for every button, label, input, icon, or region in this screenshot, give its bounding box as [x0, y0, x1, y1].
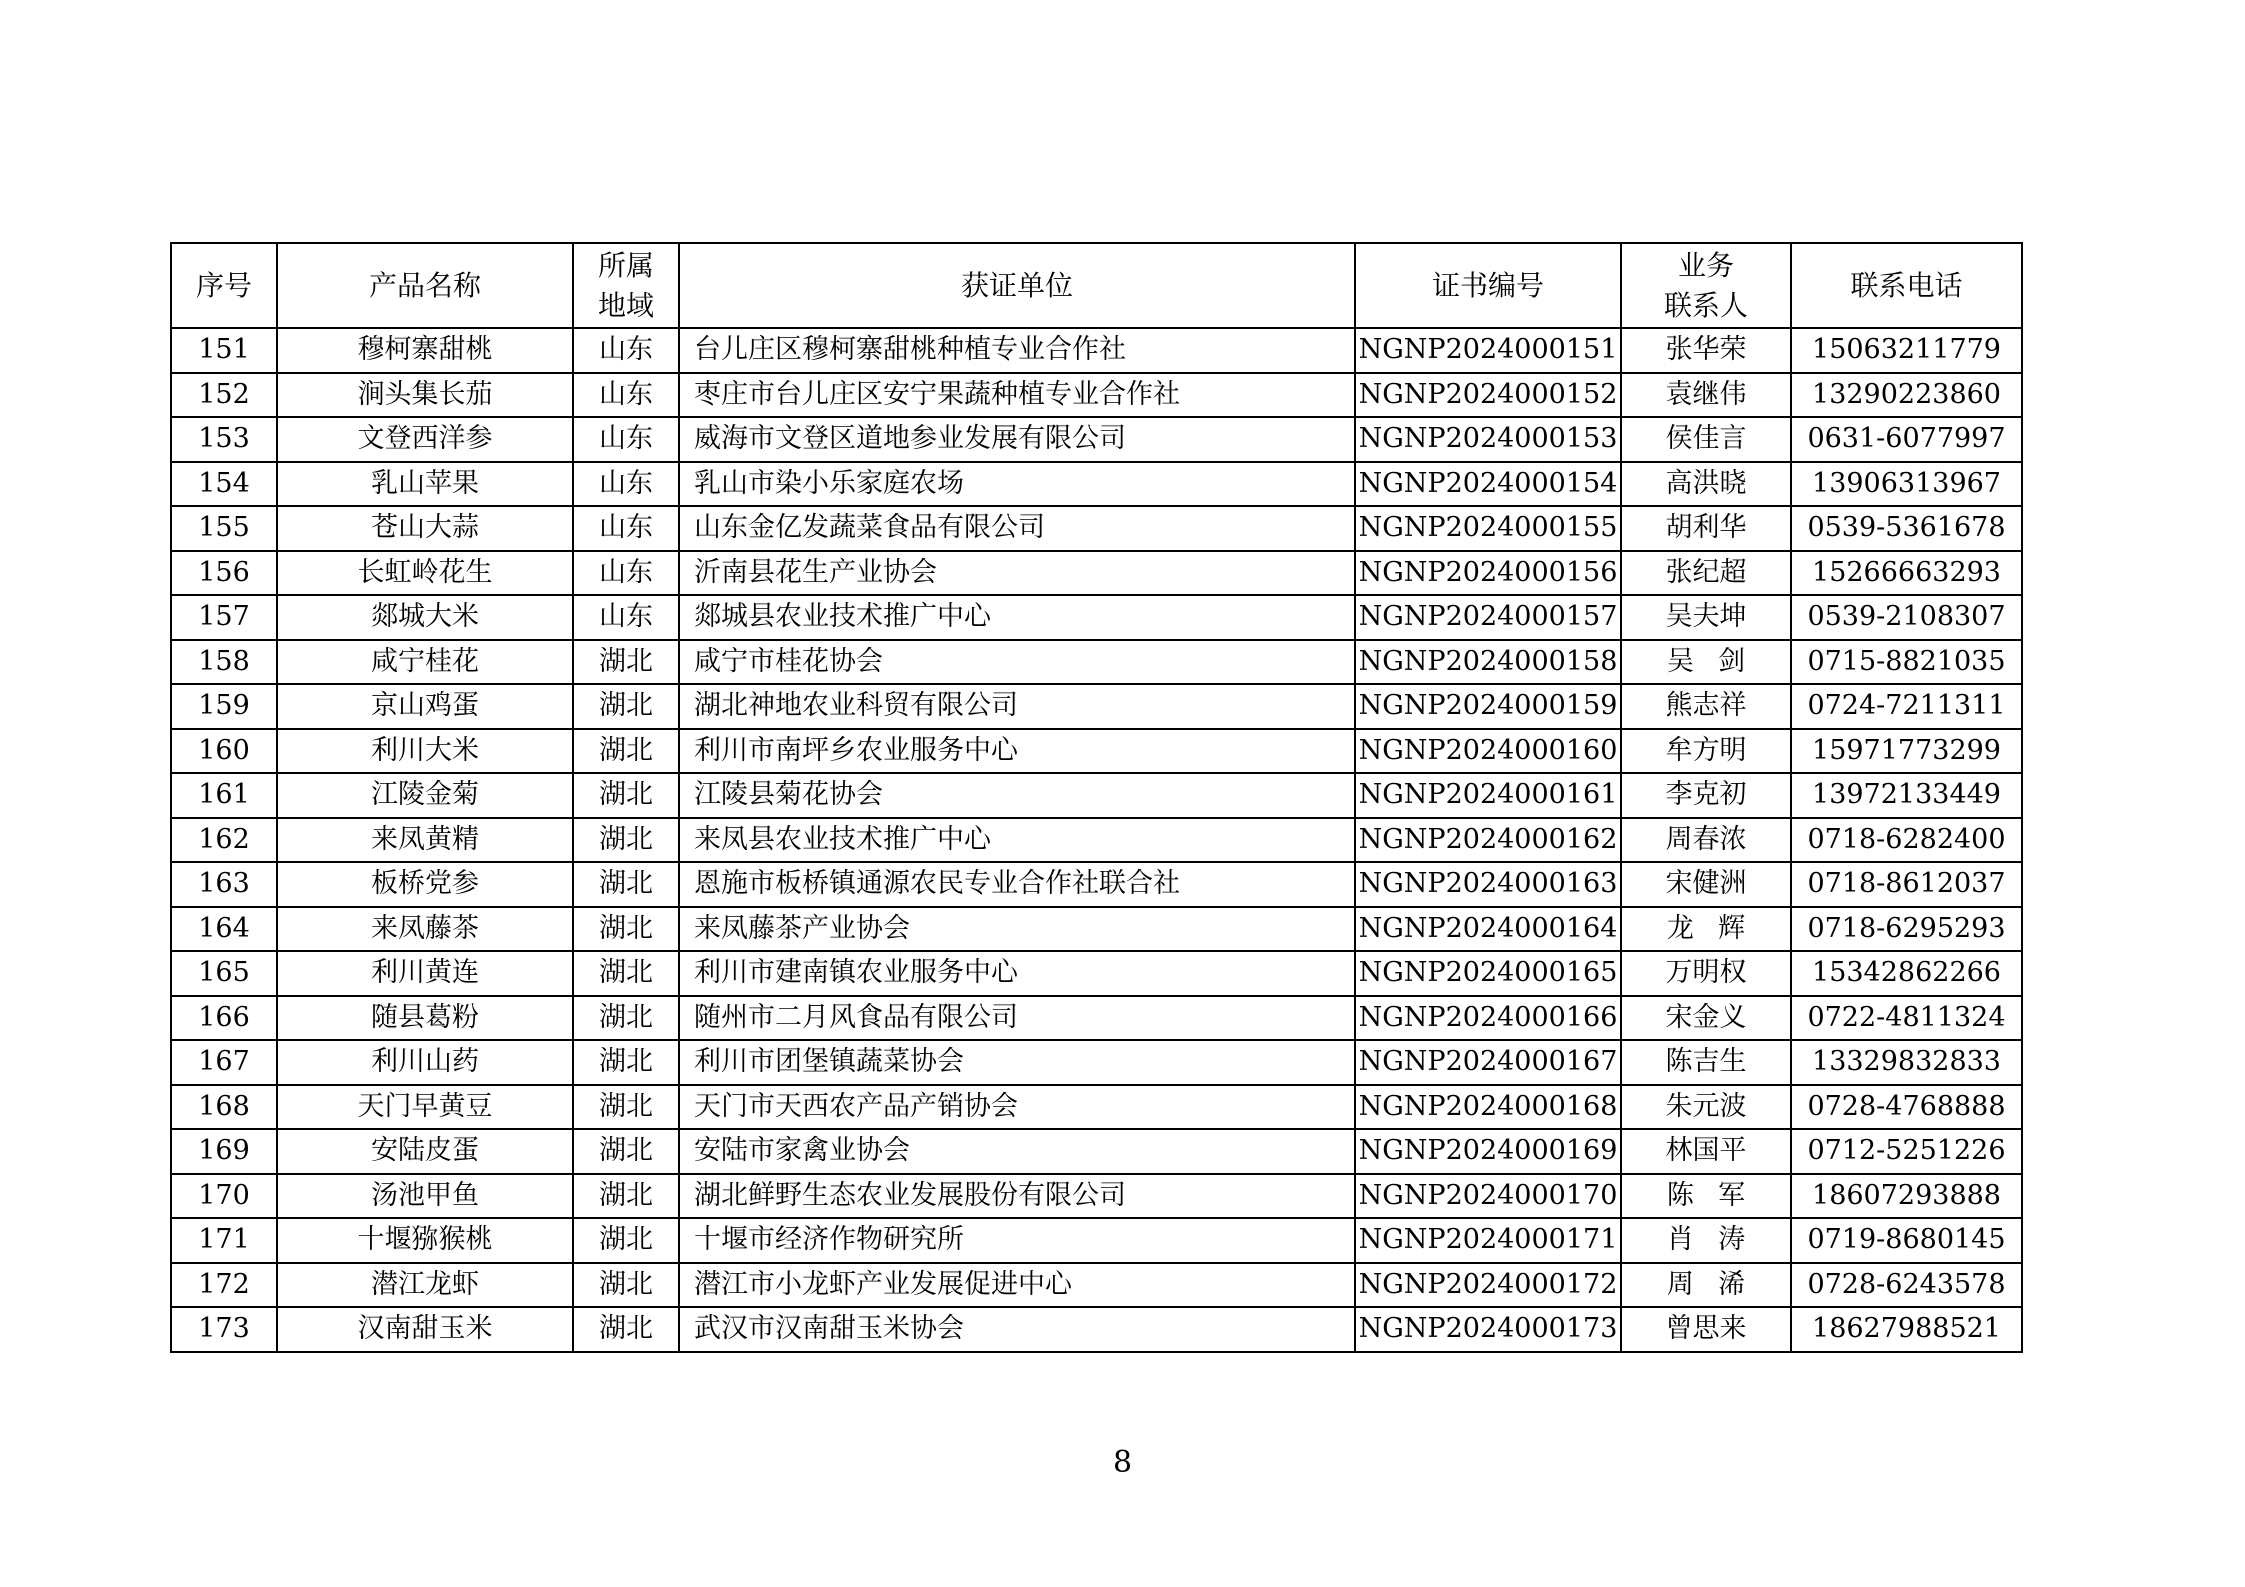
cell-certificate-no: NGNP2024000172 — [1355, 1263, 1621, 1308]
cell-contact — [1621, 862, 1791, 907]
table-row — [171, 907, 2022, 952]
cell-phone: 0718-6282400 — [1791, 818, 2022, 863]
cell-product-name: 京山鸡蛋 — [277, 684, 573, 729]
cell-region: 湖北 — [573, 1174, 679, 1219]
cell-region: 湖北 — [573, 996, 679, 1041]
cell-region: 湖北 — [573, 1085, 679, 1130]
cell-product-name: 文登西洋参 — [277, 417, 573, 462]
page-number: 8 — [1112, 1445, 1133, 1480]
cell-region: 湖北 — [573, 729, 679, 774]
cell-region: 湖北 — [573, 640, 679, 685]
contact-name: 吴夫坤 — [1665, 601, 1747, 633]
cell-index: 173 — [171, 1307, 277, 1352]
table-row — [171, 1307, 2022, 1352]
table-row — [171, 862, 2022, 907]
cell-certified-unit: 武汉市汉南甜玉米协会 — [679, 1307, 1355, 1352]
cell-phone: 15063211779 — [1791, 328, 2022, 373]
table-row — [171, 595, 2022, 640]
cell-certificate-no: NGNP2024000161 — [1355, 773, 1621, 818]
header-contact-line2: 联系人 — [1663, 288, 1748, 322]
cell-certificate-no: NGNP2024000159 — [1355, 684, 1621, 729]
cell-contact — [1621, 818, 1791, 863]
contact-name: 肖涛 — [1666, 1224, 1770, 1256]
cell-index: 158 — [171, 640, 277, 685]
cell-certificate-no: NGNP2024000169 — [1355, 1129, 1621, 1174]
cell-region: 山东 — [573, 328, 679, 373]
table-row — [171, 729, 2022, 774]
table-row — [171, 417, 2022, 462]
cell-region: 湖北 — [573, 1129, 679, 1174]
cell-contact — [1621, 462, 1791, 507]
cell-contact — [1621, 417, 1791, 462]
contact-name: 胡利华 — [1665, 512, 1747, 544]
header-certified-unit: 获证单位 — [679, 243, 1355, 328]
cell-certificate-no: NGNP2024000151 — [1355, 328, 1621, 373]
cell-certified-unit: 利川市南坪乡农业服务中心 — [679, 729, 1355, 774]
cell-certified-unit: 潜江市小龙虾产业发展促进中心 — [679, 1263, 1355, 1308]
table-row — [171, 373, 2022, 418]
cell-contact — [1621, 729, 1791, 774]
cell-region: 山东 — [573, 551, 679, 596]
cell-product-name: 汤池甲鱼 — [277, 1174, 573, 1219]
table-row — [171, 1129, 2022, 1174]
contact-name: 陈吉生 — [1665, 1046, 1747, 1078]
cell-phone: 0539-5361678 — [1791, 506, 2022, 551]
contact-name: 林国平 — [1665, 1135, 1747, 1167]
table-row — [171, 462, 2022, 507]
cell-certified-unit: 威海市文登区道地参业发展有限公司 — [679, 417, 1355, 462]
cell-region: 湖北 — [573, 1040, 679, 1085]
cell-phone: 0718-6295293 — [1791, 907, 2022, 952]
cell-region: 湖北 — [573, 684, 679, 729]
header-region-line1: 所属 — [597, 248, 654, 282]
contact-name: 周浠 — [1666, 1268, 1770, 1300]
cell-index: 161 — [171, 773, 277, 818]
cell-region: 湖北 — [573, 1218, 679, 1263]
table-row — [171, 640, 2022, 685]
cell-region: 山东 — [573, 417, 679, 462]
cell-contact — [1621, 1040, 1791, 1085]
cell-contact — [1621, 1174, 1791, 1219]
cell-phone: 13906313967 — [1791, 462, 2022, 507]
cell-product-name: 利川黄连 — [277, 951, 573, 996]
contact-name: 袁继伟 — [1665, 378, 1747, 410]
contact-name: 吴剑 — [1666, 645, 1770, 677]
contact-name: 侯佳言 — [1665, 423, 1747, 455]
cell-certified-unit: 来凤县农业技术推广中心 — [679, 818, 1355, 863]
cell-certified-unit: 沂南县花生产业协会 — [679, 551, 1355, 596]
cell-certified-unit: 郯城县农业技术推广中心 — [679, 595, 1355, 640]
cell-contact — [1621, 1218, 1791, 1263]
cell-phone: 13329832833 — [1791, 1040, 2022, 1085]
table-row — [171, 506, 2022, 551]
table-row — [171, 996, 2022, 1041]
header-phone: 联系电话 — [1791, 243, 2022, 328]
cell-phone: 0724-7211311 — [1791, 684, 2022, 729]
cell-index: 171 — [171, 1218, 277, 1263]
cell-product-name: 苍山大蒜 — [277, 506, 573, 551]
contact-name: 宋健洲 — [1665, 868, 1747, 900]
cell-contact — [1621, 506, 1791, 551]
cell-product-name: 来凤藤茶 — [277, 907, 573, 952]
header-certificate-no: 证书编号 — [1355, 243, 1621, 328]
cell-region: 山东 — [573, 373, 679, 418]
cell-phone: 15342862266 — [1791, 951, 2022, 996]
cell-product-name: 随县葛粉 — [277, 996, 573, 1041]
cell-product-name: 板桥党参 — [277, 862, 573, 907]
cell-certified-unit: 恩施市板桥镇通源农民专业合作社联合社 — [679, 862, 1355, 907]
table-row — [171, 951, 2022, 996]
cell-phone: 0728-4768888 — [1791, 1085, 2022, 1130]
cell-product-name: 十堰猕猴桃 — [277, 1218, 573, 1263]
cell-index: 151 — [171, 328, 277, 373]
contact-name: 陈军 — [1666, 1179, 1770, 1211]
contact-name: 李克初 — [1665, 779, 1747, 811]
contact-name: 万明权 — [1665, 957, 1747, 989]
cell-index: 160 — [171, 729, 277, 774]
contact-name: 朱元波 — [1665, 1090, 1747, 1122]
header-product-name: 产品名称 — [277, 243, 573, 328]
cell-product-name: 乳山苹果 — [277, 462, 573, 507]
contact-name: 高洪晓 — [1665, 467, 1747, 499]
cell-index: 163 — [171, 862, 277, 907]
cell-certificate-no: NGNP2024000167 — [1355, 1040, 1621, 1085]
cell-index: 157 — [171, 595, 277, 640]
cell-phone: 0728-6243578 — [1791, 1263, 2022, 1308]
cell-product-name: 汉南甜玉米 — [277, 1307, 573, 1352]
cell-product-name: 涧头集长茄 — [277, 373, 573, 418]
cell-certified-unit: 天门市天西农产品产销协会 — [679, 1085, 1355, 1130]
header-index: 序号 — [171, 243, 277, 328]
cell-product-name: 来凤黄精 — [277, 818, 573, 863]
table-row — [171, 328, 2022, 373]
header-region — [573, 243, 679, 328]
cell-product-name: 利川大米 — [277, 729, 573, 774]
table-row — [171, 818, 2022, 863]
cell-phone: 18627988521 — [1791, 1307, 2022, 1352]
table-row — [171, 551, 2022, 596]
cell-product-name: 安陆皮蛋 — [277, 1129, 573, 1174]
cell-phone: 15971773299 — [1791, 729, 2022, 774]
cell-certificate-no: NGNP2024000157 — [1355, 595, 1621, 640]
cell-certificate-no: NGNP2024000168 — [1355, 1085, 1621, 1130]
cell-certified-unit: 咸宁市桂花协会 — [679, 640, 1355, 685]
cell-certificate-no: NGNP2024000154 — [1355, 462, 1621, 507]
cell-index: 162 — [171, 818, 277, 863]
cell-certified-unit: 十堰市经济作物研究所 — [679, 1218, 1355, 1263]
cell-contact — [1621, 951, 1791, 996]
cell-phone: 0631-6077997 — [1791, 417, 2022, 462]
cell-certified-unit: 湖北神地农业科贸有限公司 — [679, 684, 1355, 729]
cell-certified-unit: 乳山市染小乐家庭农场 — [679, 462, 1355, 507]
cell-certified-unit: 安陆市家禽业协会 — [679, 1129, 1355, 1174]
cell-phone: 0719-8680145 — [1791, 1218, 2022, 1263]
cell-contact — [1621, 595, 1791, 640]
cell-product-name: 长虹岭花生 — [277, 551, 573, 596]
table-row — [171, 1085, 2022, 1130]
header-region-line2: 地域 — [597, 288, 654, 322]
cell-phone: 13972133449 — [1791, 773, 2022, 818]
cell-certificate-no: NGNP2024000156 — [1355, 551, 1621, 596]
cell-certified-unit: 江陵县菊花协会 — [679, 773, 1355, 818]
cell-index: 167 — [171, 1040, 277, 1085]
cell-certified-unit: 利川市团堡镇蔬菜协会 — [679, 1040, 1355, 1085]
cell-product-name: 穆柯寨甜桃 — [277, 328, 573, 373]
header-row — [171, 243, 2022, 328]
cell-region: 湖北 — [573, 907, 679, 952]
contact-name: 熊志祥 — [1665, 690, 1747, 722]
contact-name: 龙辉 — [1666, 912, 1770, 944]
cell-index: 156 — [171, 551, 277, 596]
cell-contact — [1621, 1129, 1791, 1174]
certification-table — [170, 242, 2023, 1353]
cell-index: 152 — [171, 373, 277, 418]
cell-index: 154 — [171, 462, 277, 507]
cell-certified-unit: 湖北鲜野生态农业发展股份有限公司 — [679, 1174, 1355, 1219]
cell-product-name: 天门早黄豆 — [277, 1085, 573, 1130]
cell-region: 山东 — [573, 462, 679, 507]
cell-certificate-no: NGNP2024000173 — [1355, 1307, 1621, 1352]
cell-contact — [1621, 996, 1791, 1041]
cell-index: 172 — [171, 1263, 277, 1308]
cell-contact — [1621, 551, 1791, 596]
table-body — [171, 328, 2022, 1352]
cell-phone: 18607293888 — [1791, 1174, 2022, 1219]
cell-certified-unit: 利川市建南镇农业服务中心 — [679, 951, 1355, 996]
table-header — [171, 243, 2022, 328]
table-row — [171, 773, 2022, 818]
cell-certificate-no: NGNP2024000170 — [1355, 1174, 1621, 1219]
contact-name: 张华荣 — [1665, 334, 1747, 366]
cell-region: 湖北 — [573, 862, 679, 907]
cell-contact — [1621, 373, 1791, 418]
cell-phone: 0722-4811324 — [1791, 996, 2022, 1041]
cell-certificate-no: NGNP2024000158 — [1355, 640, 1621, 685]
cell-region: 湖北 — [573, 773, 679, 818]
cell-product-name: 江陵金菊 — [277, 773, 573, 818]
cell-region: 湖北 — [573, 1263, 679, 1308]
cell-phone: 0712-5251226 — [1791, 1129, 2022, 1174]
cell-region: 湖北 — [573, 951, 679, 996]
cell-index: 165 — [171, 951, 277, 996]
cell-product-name: 潜江龙虾 — [277, 1263, 573, 1308]
cell-contact — [1621, 907, 1791, 952]
cell-certificate-no: NGNP2024000152 — [1355, 373, 1621, 418]
cell-contact — [1621, 328, 1791, 373]
cell-contact — [1621, 1085, 1791, 1130]
contact-name: 曾思来 — [1665, 1313, 1747, 1345]
cell-index: 169 — [171, 1129, 277, 1174]
contact-name: 牟方明 — [1665, 734, 1747, 766]
table-row — [171, 1174, 2022, 1219]
cell-region: 山东 — [573, 595, 679, 640]
cell-region: 湖北 — [573, 1307, 679, 1352]
contact-name: 宋金义 — [1665, 1001, 1747, 1033]
cell-index: 166 — [171, 996, 277, 1041]
contact-name: 周春浓 — [1665, 823, 1747, 855]
cell-index: 153 — [171, 417, 277, 462]
cell-index: 155 — [171, 506, 277, 551]
cell-certificate-no: NGNP2024000160 — [1355, 729, 1621, 774]
cell-index: 164 — [171, 907, 277, 952]
cell-index: 159 — [171, 684, 277, 729]
table-row — [171, 1040, 2022, 1085]
cell-certificate-no: NGNP2024000171 — [1355, 1218, 1621, 1263]
header-contact-line1: 业务 — [1677, 248, 1734, 282]
contact-name: 张纪超 — [1665, 556, 1747, 588]
cell-certificate-no: NGNP2024000155 — [1355, 506, 1621, 551]
cell-certified-unit: 山东金亿发蔬菜食品有限公司 — [679, 506, 1355, 551]
header-contact — [1621, 243, 1791, 328]
cell-product-name: 利川山药 — [277, 1040, 573, 1085]
cell-certified-unit: 枣庄市台儿庄区安宁果蔬种植专业合作社 — [679, 373, 1355, 418]
cell-phone: 0539-2108307 — [1791, 595, 2022, 640]
cell-phone: 0718-8612037 — [1791, 862, 2022, 907]
cell-contact — [1621, 1263, 1791, 1308]
cell-certificate-no: NGNP2024000163 — [1355, 862, 1621, 907]
cell-contact — [1621, 1307, 1791, 1352]
cell-phone: 13290223860 — [1791, 373, 2022, 418]
cell-certified-unit: 随州市二月风食品有限公司 — [679, 996, 1355, 1041]
cell-contact — [1621, 773, 1791, 818]
cell-contact — [1621, 640, 1791, 685]
cell-certified-unit: 来凤藤茶产业协会 — [679, 907, 1355, 952]
cell-certified-unit: 台儿庄区穆柯寨甜桃种植专业合作社 — [679, 328, 1355, 373]
cell-certificate-no: NGNP2024000166 — [1355, 996, 1621, 1041]
table-row — [171, 684, 2022, 729]
cell-region: 山东 — [573, 506, 679, 551]
cell-contact — [1621, 684, 1791, 729]
cell-certificate-no: NGNP2024000162 — [1355, 818, 1621, 863]
cell-product-name: 咸宁桂花 — [277, 640, 573, 685]
cell-index: 168 — [171, 1085, 277, 1130]
table-row — [171, 1263, 2022, 1308]
cell-phone: 15266663293 — [1791, 551, 2022, 596]
cell-region: 湖北 — [573, 818, 679, 863]
cell-index: 170 — [171, 1174, 277, 1219]
cell-certificate-no: NGNP2024000164 — [1355, 907, 1621, 952]
cell-certificate-no: NGNP2024000153 — [1355, 417, 1621, 462]
cell-certificate-no: NGNP2024000165 — [1355, 951, 1621, 996]
table-row — [171, 1218, 2022, 1263]
cell-product-name: 郯城大米 — [277, 595, 573, 640]
cell-phone: 0715-8821035 — [1791, 640, 2022, 685]
